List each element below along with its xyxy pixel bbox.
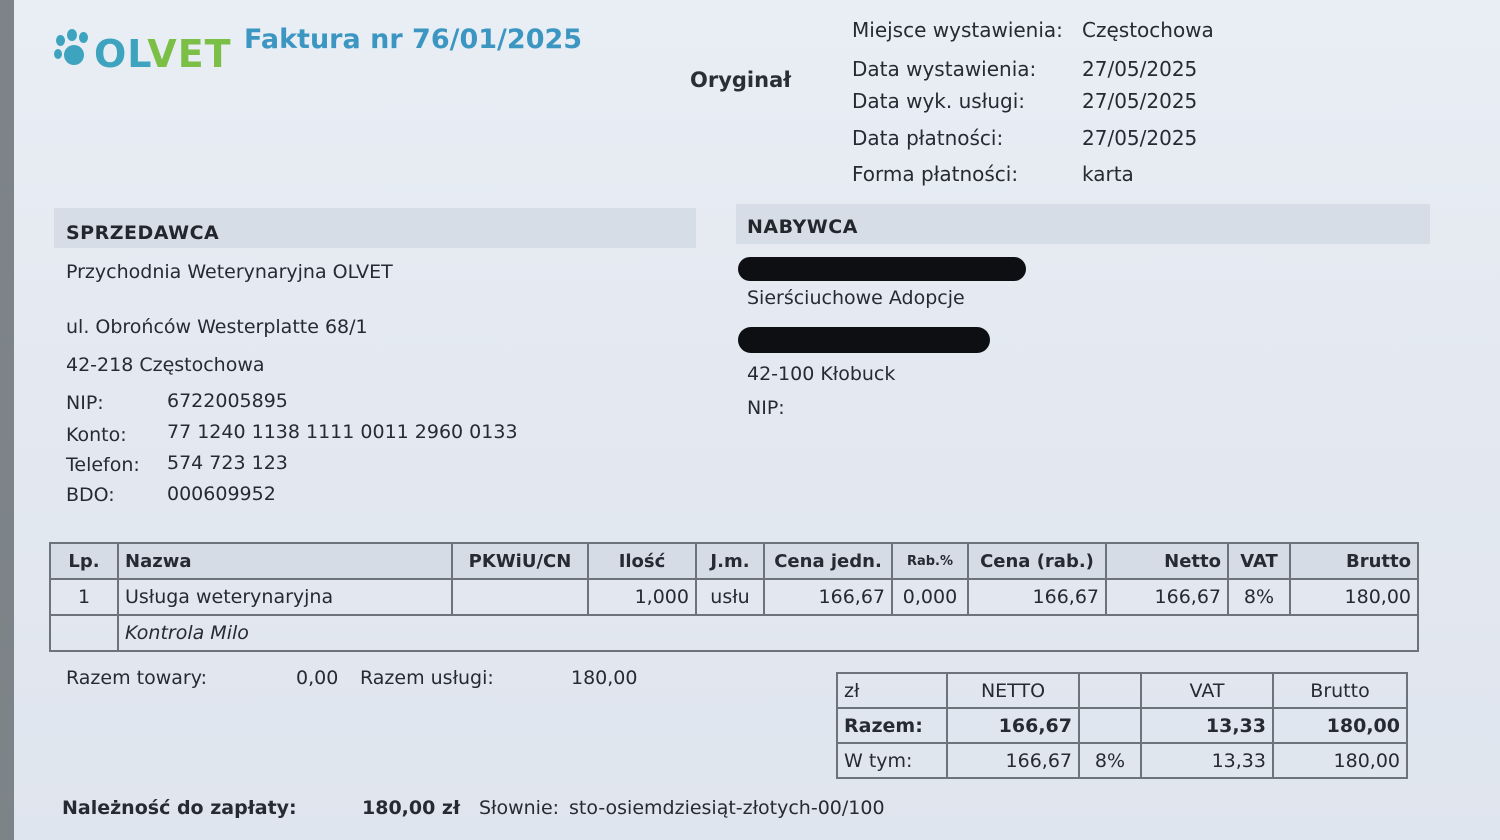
olvet-logo xyxy=(54,24,232,84)
services-total-label: Razem usługi: xyxy=(360,667,494,689)
summary-col-net: NETTO xyxy=(947,673,1079,708)
cell-unit-price: 166,67 xyxy=(764,579,892,615)
seller-bdo-value: 000609952 xyxy=(167,483,276,505)
col-header-unit-price: Cena jedn. xyxy=(764,543,892,579)
col-header-pkwiu: PKWiU/CN xyxy=(452,543,588,579)
seller-nip-value: 6722005895 xyxy=(167,390,288,412)
meta-value-issue-date: 27/05/2025 xyxy=(1082,57,1198,81)
cell-unit: usłu xyxy=(696,579,764,615)
cell-net: 166,67 xyxy=(1106,579,1228,615)
cell-gross: 180,00 xyxy=(1290,579,1418,615)
seller-name: Przychodnia Weterynaryjna OLVET xyxy=(66,261,393,283)
cell-vat: 8% xyxy=(1228,579,1290,615)
seller-bdo-label: BDO: xyxy=(66,484,115,506)
vat-summary-table xyxy=(836,672,1408,779)
cell-discount: 0,000 xyxy=(892,579,968,615)
col-header-lp: Lp. xyxy=(50,543,118,579)
col-header-discount: Rab.% xyxy=(892,543,968,579)
meta-label-payment-form: Forma płatności: xyxy=(852,162,1019,186)
seller-phone-label: Telefon: xyxy=(66,454,140,476)
summary-col-currency: zł xyxy=(837,673,947,708)
seller-account-value: 77 1240 1138 1111 0011 2960 0133 xyxy=(167,421,518,443)
summary-header xyxy=(837,673,1407,708)
summary-total-gross: 180,00 xyxy=(1273,708,1407,743)
cell-disc-price: 166,67 xyxy=(968,579,1106,615)
summary-col-vat: VAT xyxy=(1141,673,1273,708)
amount-due-label: Należność do zapłaty: xyxy=(62,797,297,819)
cell-name: Usługa weterynaryjna xyxy=(118,579,452,615)
col-header-net: Netto xyxy=(1106,543,1228,579)
seller-city: 42-218 Częstochowa xyxy=(66,354,265,376)
seller-phone-value: 574 723 123 xyxy=(167,452,288,474)
goods-total-value: 0,00 xyxy=(296,667,339,689)
summary-incl-net: 166,67 xyxy=(947,743,1079,778)
summary-total-rate xyxy=(1079,708,1141,743)
redaction-mark xyxy=(738,327,990,353)
summary-total-net: 166,67 xyxy=(947,708,1079,743)
invoice-title: Faktura nr 76/01/2025 xyxy=(244,24,583,55)
seller-nip-label: NIP: xyxy=(66,392,104,414)
col-header-unit: J.m. xyxy=(696,543,764,579)
items-table-header xyxy=(50,543,1418,579)
col-header-disc-price: Cena (rab.) xyxy=(968,543,1106,579)
summary-total-vat: 13,33 xyxy=(1141,708,1273,743)
cell-pkwiu xyxy=(452,579,588,615)
summary-col-gross: Brutto xyxy=(1273,673,1407,708)
table-row-note xyxy=(50,615,1418,651)
cell-qty: 1,000 xyxy=(588,579,696,615)
buyer-name: Sierściuchowe Adopcje xyxy=(747,287,965,309)
table-row xyxy=(50,579,1418,615)
meta-value-payment-date: 27/05/2025 xyxy=(1082,126,1198,150)
summary-col-rate xyxy=(1079,673,1141,708)
meta-value-service-date: 27/05/2025 xyxy=(1082,89,1198,113)
col-header-qty: Ilość xyxy=(588,543,696,579)
summary-incl-vat: 13,33 xyxy=(1141,743,1273,778)
goods-total-label: Razem towary: xyxy=(66,667,207,689)
col-header-gross: Brutto xyxy=(1290,543,1418,579)
amount-words-value: sto-osiemdziesiąt-złotych-00/100 xyxy=(569,797,885,819)
services-total-value: 180,00 xyxy=(571,667,638,689)
meta-label-place: Miejsce wystawienia: xyxy=(852,18,1063,42)
copy-label: Oryginał xyxy=(690,68,792,92)
summary-incl-gross: 180,00 xyxy=(1273,743,1407,778)
items-table xyxy=(49,542,1419,652)
seller-account-label: Konto: xyxy=(66,424,127,446)
summary-incl-rate: 8% xyxy=(1079,743,1141,778)
meta-label-payment-date: Data płatności: xyxy=(852,126,1004,150)
meta-value-place: Częstochowa xyxy=(1082,18,1214,42)
logo-wordmark: OLVET xyxy=(94,32,232,76)
seller-heading: SPRZEDAWCA xyxy=(66,222,220,244)
meta-label-service-date: Data wyk. usługi: xyxy=(852,89,1026,113)
buyer-city: 42-100 Kłobuck xyxy=(747,363,896,385)
cell-lp: 1 xyxy=(50,579,118,615)
invoice-page xyxy=(14,0,1500,840)
redaction-mark xyxy=(738,257,1026,281)
summary-total-label: Razem: xyxy=(837,708,947,743)
col-header-name: Nazwa xyxy=(118,543,452,579)
summary-incl-label: W tym: xyxy=(837,743,947,778)
buyer-heading: NABYWCA xyxy=(747,216,858,238)
amount-due-value: 180,00 zł xyxy=(362,797,461,819)
buyer-nip-label: NIP: xyxy=(747,397,785,419)
paw-icon xyxy=(54,29,94,79)
col-header-vat: VAT xyxy=(1228,543,1290,579)
summary-total-row xyxy=(837,708,1407,743)
seller-street: ul. Obrońców Westerplatte 68/1 xyxy=(66,316,368,338)
cell-empty xyxy=(50,615,118,651)
item-note: Kontrola Milo xyxy=(118,615,1418,651)
amount-words-label: Słownie: xyxy=(479,797,560,819)
meta-label-issue-date: Data wystawienia: xyxy=(852,57,1037,81)
summary-incl-row xyxy=(837,743,1407,778)
meta-value-payment-form: karta xyxy=(1082,162,1134,186)
